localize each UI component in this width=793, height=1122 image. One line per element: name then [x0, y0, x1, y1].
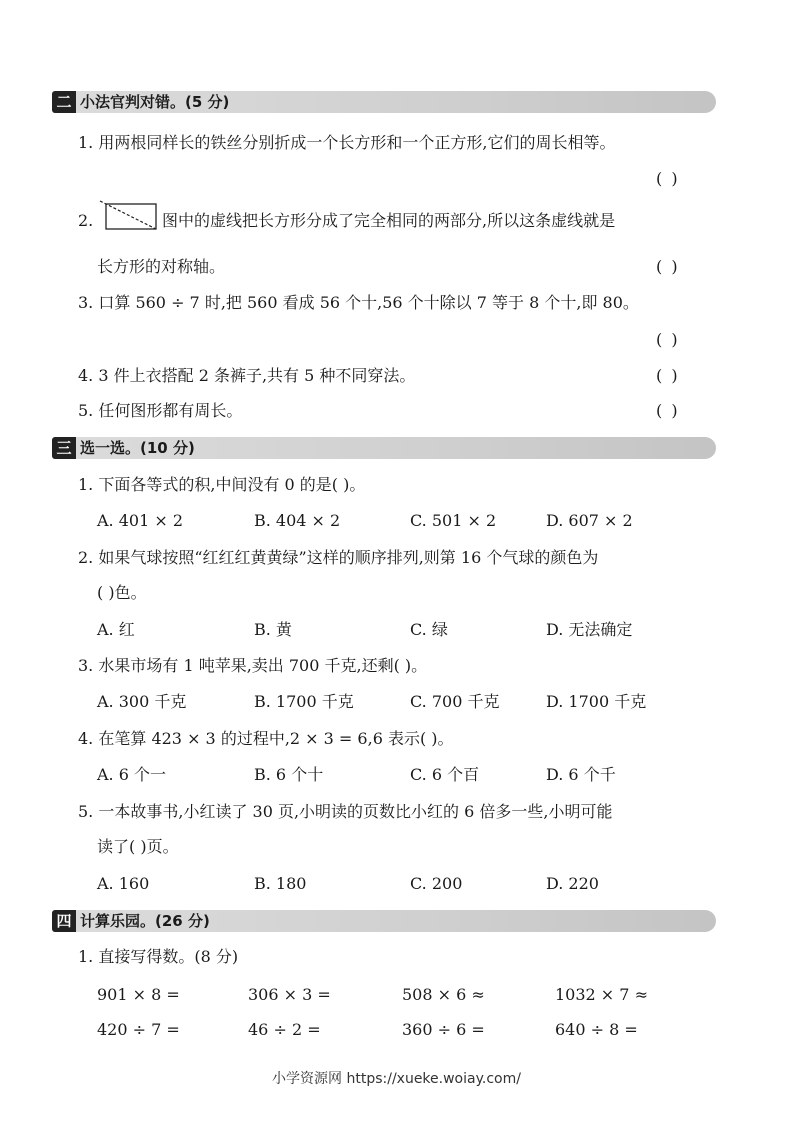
s3-q2-option-c[interactable]: C. 绿: [410, 620, 448, 639]
s3-question-2-b: ( )色。: [97, 583, 147, 602]
calc-item: 420 ÷ 7 =: [97, 1020, 180, 1039]
s2-answer-paren-1[interactable]: ( ): [656, 169, 680, 188]
s3-q4-option-a[interactable]: A. 6 个一: [97, 765, 166, 784]
s2-question-3: 3. 口算 560 ÷ 7 时,把 560 看成 56 个十,56 个十除以 7 等于 8 个十,即 80。: [78, 293, 639, 312]
section-number-4: 四: [52, 910, 76, 932]
s4-question-1: 1. 直接写得数。(8 分): [78, 947, 239, 966]
s2-question-4: 4. 3 件上衣搭配 2 条裤子,共有 5 种不同穿法。: [78, 366, 416, 385]
calc-item: 901 × 8 =: [97, 985, 180, 1004]
s3-q1-option-b[interactable]: B. 404 × 2: [254, 511, 341, 530]
s3-q3-option-b[interactable]: B. 1700 千克: [254, 692, 354, 711]
s3-q1-option-c[interactable]: C. 501 × 2: [410, 511, 497, 530]
s3-q5-option-a[interactable]: A. 160: [97, 874, 150, 893]
s3-q2-option-b[interactable]: B. 黄: [254, 620, 292, 639]
s3-question-2-a: 2. 如果气球按照“红红红黄黄绿”这样的顺序排列,则第 16 个气球的颜色为: [78, 548, 599, 567]
s3-question-5-a: 5. 一本故事书,小红读了 30 页,小明读的页数比小红的 6 倍多一些,小明可能: [78, 802, 613, 821]
s2-answer-paren-3[interactable]: ( ): [656, 330, 680, 349]
s3-q5-option-d[interactable]: D. 220: [546, 874, 599, 893]
s3-q5-option-b[interactable]: B. 180: [254, 874, 307, 893]
s3-question-4: 4. 在笔算 423 × 3 的过程中,2 × 3 = 6,6 表示( )。: [78, 729, 454, 748]
calc-item: 306 × 3 =: [248, 985, 331, 1004]
s3-q3-option-c[interactable]: C. 700 千克: [410, 692, 500, 711]
s3-q1-option-d[interactable]: D. 607 × 2: [546, 511, 633, 530]
s2-answer-paren-2[interactable]: ( ): [656, 257, 680, 276]
section-title-2: 小法官判对错。(5 分): [80, 93, 230, 111]
s3-q4-option-b[interactable]: B. 6 个十: [254, 765, 324, 784]
s3-q1-option-a[interactable]: A. 401 × 2: [97, 511, 184, 530]
s3-q4-option-c[interactable]: C. 6 个百: [410, 765, 480, 784]
s2-answer-paren-5[interactable]: ( ): [656, 401, 680, 420]
s2-question-2-number: 2.: [78, 211, 94, 230]
s2-answer-paren-4[interactable]: ( ): [656, 366, 680, 385]
s3-q2-option-a[interactable]: A. 红: [97, 620, 135, 639]
section-title-3: 选一选。(10 分): [80, 439, 195, 457]
section-number-2: 二: [52, 91, 76, 113]
footer-watermark[interactable]: 小学资源网 https://xueke.woiay.com/: [272, 1071, 521, 1087]
s3-q4-option-d[interactable]: D. 6 个千: [546, 765, 616, 784]
s2-question-2-text-a: 图中的虚线把长方形分成了完全相同的两部分,所以这条虚线就是: [162, 211, 616, 230]
section-title-4: 计算乐园。(26 分): [80, 912, 210, 930]
calc-item: 360 ÷ 6 =: [402, 1020, 485, 1039]
s3-question-1: 1. 下面各等式的积,中间没有 0 的是( )。: [78, 475, 366, 494]
section-number-3: 三: [52, 437, 76, 459]
calc-item: 640 ÷ 8 =: [555, 1020, 638, 1039]
s3-q5-option-c[interactable]: C. 200: [410, 874, 463, 893]
calc-item: 1032 × 7 ≈: [555, 985, 648, 1004]
s3-q3-option-d[interactable]: D. 1700 千克: [546, 692, 647, 711]
s3-question-5-b: 读了( )页。: [97, 837, 179, 856]
s2-question-5: 5. 任何图形都有周长。: [78, 401, 243, 420]
s2-question-1: 1. 用两根同样长的铁丝分别折成一个长方形和一个正方形,它们的周长相等。: [78, 133, 616, 152]
calc-item: 508 × 6 ≈: [402, 985, 485, 1004]
s3-q3-option-a[interactable]: A. 300 千克: [97, 692, 187, 711]
calc-item: 46 ÷ 2 =: [248, 1020, 321, 1039]
rectangle-diagonal-figure: [98, 199, 160, 235]
s3-q2-option-d[interactable]: D. 无法确定: [546, 620, 633, 639]
s2-question-2-text-b: 长方形的对称轴。: [97, 257, 226, 276]
s3-question-3: 3. 水果市场有 1 吨苹果,卖出 700 千克,还剩( )。: [78, 656, 428, 675]
